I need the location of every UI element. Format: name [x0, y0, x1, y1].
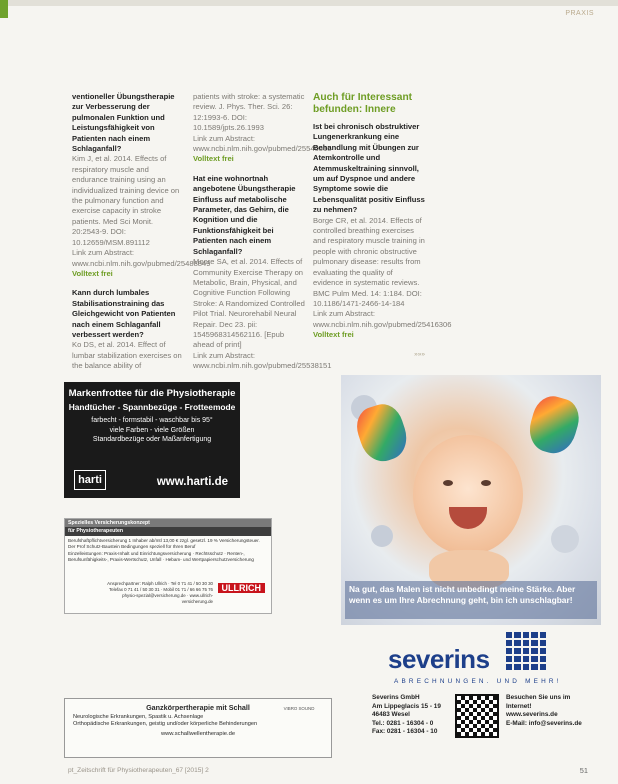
- severins-visit-1: Besuchen Sie uns im: [506, 694, 571, 701]
- fulltext-free-4: Volltext frei: [313, 330, 354, 340]
- fulltext-free-1: Volltext frei: [72, 268, 113, 278]
- abstract-link-4[interactable]: Link zum Abstract: www.ncbi.nlm.nih.gov/pubmed/25416306: [313, 309, 452, 329]
- ullrich-body-2: Einzelleistungen: Praxis-Inhalt und Einrichtungsversicherung · Rechtsschutz · Renten-, Berufsunfähigkeits-, Praxis-Wertschutz, Unfall · Hebam- und Wertpapierschutzversicherung: [68, 550, 254, 563]
- schall-url[interactable]: www.schallwellentherapie.de: [160, 730, 236, 737]
- severins-logo: severins: [388, 644, 490, 674]
- abstract-link-1[interactable]: Link zum Abstract: www.ncbi.nlm.nih.gov/pubmed/25488849: [72, 248, 211, 268]
- schall-body-2: Orthopädische Erkrankungen, geistig und/oder körperliche Behinderungen: [73, 721, 258, 728]
- baby-eye-right: [481, 480, 491, 486]
- vibro-logo: VIBRO SOUND: [283, 706, 315, 711]
- harti-line-3: Standardbezüge oder Maßanfertigung: [92, 436, 212, 444]
- severins-grid-icon: [506, 632, 546, 670]
- painted-hand-right: [524, 392, 584, 459]
- ullrich-contact-2: Telefax 0 71 41 / 50 30 31 · Mobil 01 71 / 66 66 75 76: [109, 587, 213, 592]
- baby-eye-left: [443, 480, 453, 486]
- schall-ad[interactable]: [64, 698, 332, 758]
- ullrich-body-1: Berufshaftpflichtversicherung 1 Inhaber ab/mtl 13,00 € zzgl. gesetzl. 19 % Versicherungsteuer. Der Prof Schutz-Baustein Bedingungen speziell für Ihren Beruf: [68, 537, 260, 550]
- severins-visit-2: Internet!: [506, 702, 532, 710]
- severins-address: [372, 694, 441, 737]
- ullrich-contact-1: Ansprechpartner: Ralph Ullrich · Tel 0 71 41 / 50 30 30: [107, 581, 213, 586]
- severins-tagline: ABRECHNUNGEN. UND MEHR!: [394, 678, 562, 685]
- severins-company: Severins GmbH: [372, 694, 420, 701]
- schall-title: Ganzkörpertherapie mit Schall: [146, 703, 250, 712]
- baby-photo: [341, 375, 601, 625]
- ullrich-bar-1: Spezielles Versicherungskonzept: [65, 519, 271, 527]
- reference-1: Kim J, et al. 2014. Effects of respiratory muscle and endurance training using an individualized training device on the pulmonary function and exercise capacity in stroke patients. Med Sci Monit. 20:2543-9. DOI: 10.12659/MSM.891112: [72, 154, 180, 247]
- severins-fax: Fax: 0281 - 16304 - 10: [372, 728, 438, 736]
- ullrich-logo: ULLRICH: [218, 583, 266, 593]
- harti-line-1: farbecht - formstabil - waschbar bis 95°: [91, 417, 213, 424]
- column-1: [72, 92, 211, 381]
- question-3: Hat eine wohnortnah angebotene Übungstherapie Einfluss auf metabolische Parameter, das Gehirn, die Kognition und die Funktionsfähigkeit bei Patienten nach einem Schlaganfall?: [193, 173, 296, 256]
- harti-url[interactable]: www.harti.de: [156, 476, 228, 488]
- baby-mouth: [449, 507, 487, 529]
- baby-face: [413, 435, 523, 555]
- question-1: ventioneller Übungstherapie zur Verbesserung der pulmonalen Funktion und Leistungsfähigkeit von Patienten nach einem Schlaganfall?: [72, 92, 175, 154]
- page-number: 51: [579, 766, 588, 775]
- schall-body-1: Neurologische Erkrankungen, Spastik u. Achsenlage: [73, 713, 204, 720]
- severins-contact: [506, 694, 582, 728]
- severins-city: 46483 Wesel: [372, 711, 410, 719]
- harti-title: Markenfrottee für die Physiotherapie: [68, 388, 236, 399]
- section-tag: PRAXIS: [565, 10, 594, 17]
- harti-ad[interactable]: [64, 382, 240, 498]
- abstract-link-3[interactable]: Link zum Abstract: www.ncbi.nlm.nih.gov/pubmed/25538151: [193, 350, 332, 371]
- severins-phone: Tel.: 0281 - 16304 - 0: [372, 719, 434, 727]
- severins-email[interactable]: E-Mail: info@severins.de: [506, 719, 582, 727]
- green-accent: [0, 0, 8, 18]
- journal-footer: pt_Zeitschrift für Physiotherapeuten_67 [2015] 2: [68, 767, 209, 774]
- background-dot: [551, 525, 579, 553]
- ullrich-contact-3[interactable]: physio-spezial@versicherung.de · www.ullrich-versicherung.de: [122, 593, 213, 604]
- fulltext-free-2: Volltext frei: [193, 154, 234, 164]
- severins-website[interactable]: www.severins.de: [506, 711, 558, 719]
- ullrich-bar-2: für Physiotherapeuten: [65, 527, 271, 535]
- photo-caption: Na gut, das Malen ist nicht unbedingt meine Stärke. Aber wenn es um Ihre Abrechnung geht, bin ich unschlagbar!: [349, 584, 576, 605]
- question-2: Kann durch lumbales Stabilisationstraining das Gleichgewicht von Patienten nach einem Schlaganfall verbessert werden?: [72, 288, 176, 339]
- background-dot: [371, 525, 393, 547]
- reference-2: Ko DS, et al. 2014. Effect of lumbar stabilization exercises on the balance ability of: [72, 340, 182, 371]
- reference-3: Moore SA, et al. 2014. Effects of Community Exercise Therapy on Metabolic, Brain, Physical, and Cognitive Function Following Stroke: A Randomized Controlled Pilot Trial. Neurorehabil Neural Repair. Dec 23. pii: 1545968314562116. [Epub ahead of print]: [193, 257, 305, 350]
- column-2: [193, 92, 332, 381]
- qr-code-icon[interactable]: [455, 694, 499, 738]
- reference-2-cont: patients with stroke: a systematic review. J. Phys. Ther. Sci. 26: 12:1993-6. DOI: 10.1589/jpts.26.1993: [193, 92, 305, 133]
- top-band: [0, 0, 618, 6]
- question-4: Ist bei chronisch obstruktiver Lungenerkrankung eine Behandlung mit Übungen zur Atemkontrolle und Atemmuskeltraining sinnvoll, um auf Dyspnoe und andere Symptome sowie die Lebensqualität positiv Einfluss zu nehmen?: [313, 122, 425, 215]
- harti-line-2: viele Farben - viele Größen: [109, 426, 195, 434]
- harti-logo: harti: [74, 470, 106, 490]
- continue-marker: »»»: [414, 350, 425, 358]
- ullrich-ad[interactable]: [64, 518, 272, 614]
- severins-street: Am Lippeglacis 15 - 19: [372, 702, 441, 710]
- column-3: [313, 92, 452, 360]
- section-heading: Auch für Interessant befunden: Innere: [313, 92, 413, 115]
- harti-subtitle: Handtücher - Spannbezüge - Frotteemode: [68, 402, 236, 412]
- reference-4: Borge CR, et al. 2014. Effects of controlled breathing exercises and respiratory muscle training in people with chronic obstructive pulmonary disease: results from evaluating the quality of evidence in systematic reviews. BMC Pulm Med. 14: 1:184. DOI: 10.1186/1471-2466-14-184: [313, 215, 425, 308]
- abstract-link-2[interactable]: Link zum Abstract: www.ncbi.nlm.nih.gov/pubmed/25540515: [193, 133, 332, 154]
